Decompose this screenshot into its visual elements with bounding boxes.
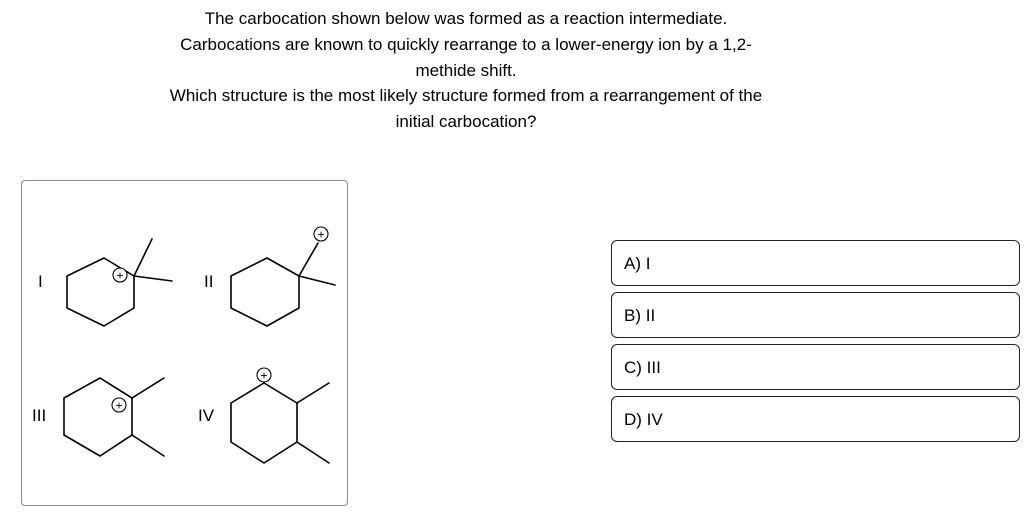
question-text <box>0 6 932 135</box>
option-c-button[interactable] <box>611 344 1020 390</box>
charge-symbol: + <box>317 227 325 242</box>
structure-iv-ring <box>231 383 329 463</box>
charge-symbol: + <box>115 398 123 413</box>
structure-iii-ring <box>64 378 164 456</box>
structure-label-iii: III <box>32 406 47 425</box>
structure-ii-ring <box>231 243 335 326</box>
option-a-label: A) I <box>624 254 651 273</box>
structure-label-i: I <box>38 272 43 291</box>
question-line-5: initial carbocation? <box>395 112 537 132</box>
question-line-3: methide shift. <box>415 60 517 80</box>
option-d-button[interactable] <box>611 396 1020 442</box>
option-d-label: D) IV <box>624 410 663 429</box>
option-b-button[interactable] <box>611 292 1020 338</box>
structures-drawing <box>22 181 349 507</box>
charge-symbol: + <box>260 368 268 383</box>
option-b-label: B) II <box>624 306 656 325</box>
structure-label-ii: II <box>204 272 214 291</box>
question-line-2: Carbocations are known to quickly rearrange to a lower-energy ion by a 1,2- <box>180 34 752 54</box>
question-line-4: Which structure is the most likely structure formed from a rearrangement of the <box>169 86 763 106</box>
charge-symbol: + <box>116 268 124 283</box>
structures-figure <box>21 180 348 506</box>
structure-label-iv: IV <box>198 406 215 425</box>
option-c-label: C) III <box>624 358 661 377</box>
option-a-button[interactable] <box>611 240 1020 286</box>
question-line-1: The carbocation shown below was formed as a reaction intermediate. <box>204 9 728 28</box>
